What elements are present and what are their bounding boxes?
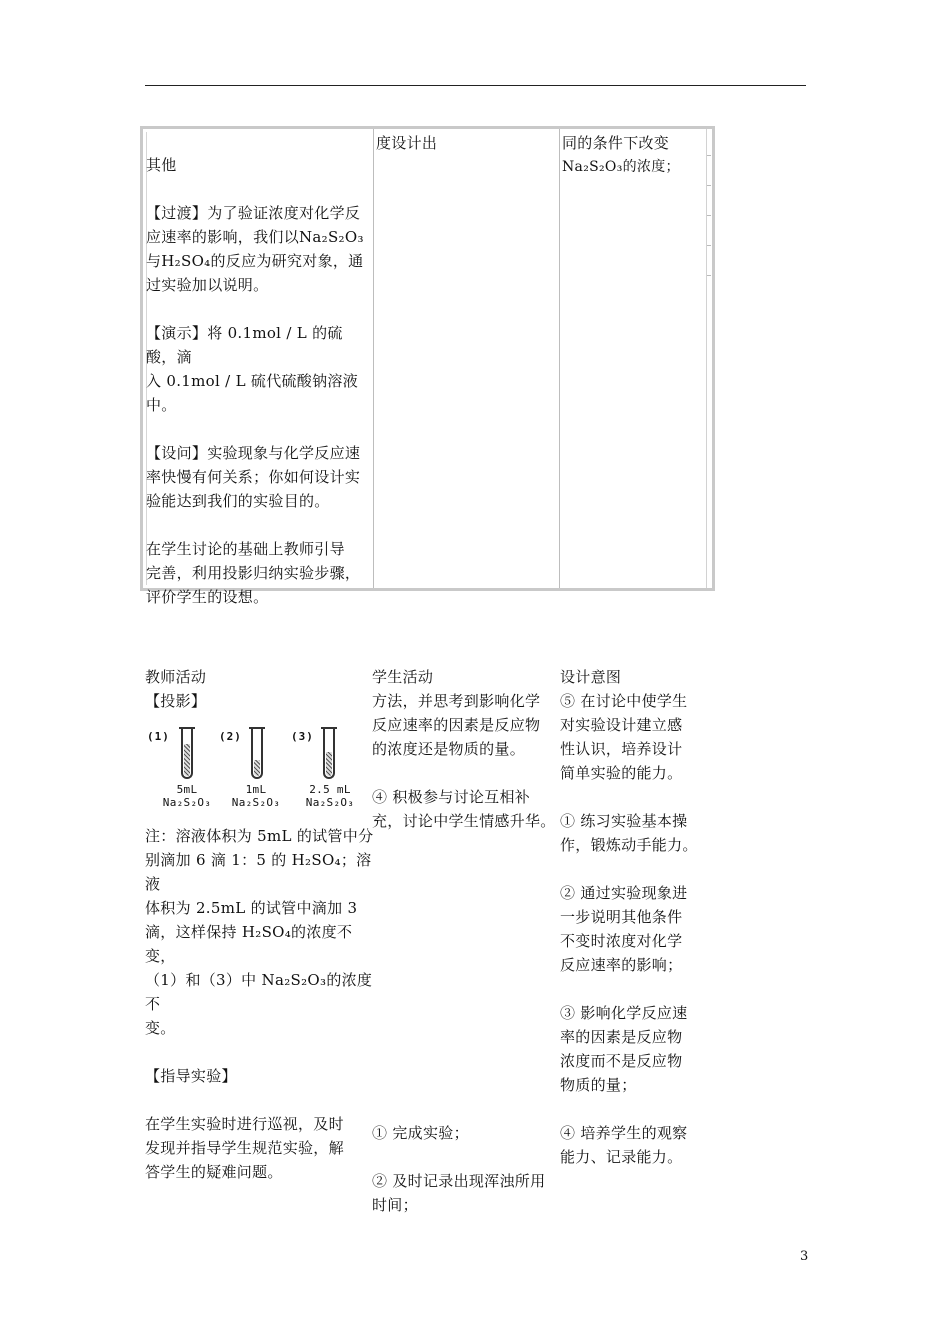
text-line: ⑤ 在讨论中使学生 bbox=[560, 692, 688, 710]
text-line: ④ 积极参与讨论互相补 bbox=[372, 788, 531, 806]
text-line: 对实验设计建立感 bbox=[560, 716, 683, 734]
text-line: 同的条件下改变 bbox=[562, 134, 670, 152]
tube-formula: Na₂S₂O₃ bbox=[231, 796, 281, 809]
text-line: 滴，这样保持 H₂SO₄的浓度不变， bbox=[145, 923, 353, 965]
text-line: 【过渡】为了验证浓度对化学反 bbox=[146, 204, 361, 222]
table-right-edge bbox=[706, 129, 712, 588]
para-discussion bbox=[146, 537, 373, 609]
text-other: 其他 bbox=[146, 156, 177, 174]
page-number: 3 bbox=[800, 1249, 809, 1264]
text-line: 能力、记录能力。 bbox=[560, 1148, 683, 1166]
text-line: ② 通过实验现象进 bbox=[560, 884, 688, 902]
text-line: 注：溶液体积为 5mL 的试管中分 bbox=[145, 827, 374, 845]
tube-volume: 5mL bbox=[176, 783, 198, 796]
text-line: 的浓度还是物质的量。 bbox=[372, 740, 526, 758]
text-line: 应速率的影响，我们以Na₂S₂O₃ bbox=[146, 228, 364, 246]
upper-col-student bbox=[374, 129, 560, 588]
upper-table bbox=[140, 126, 715, 606]
text-line: 答学生的疑难问题。 bbox=[145, 1163, 283, 1181]
text-line: 率的因素是反应物 bbox=[560, 1028, 683, 1046]
student-activity-column bbox=[372, 665, 560, 1241]
para-student-2 bbox=[372, 785, 560, 833]
text-guide-experiment: 【指导实验】 bbox=[145, 1067, 237, 1085]
text-line: 物质的量； bbox=[560, 1076, 637, 1094]
header-student: 学生活动 bbox=[372, 668, 434, 686]
para-question bbox=[146, 441, 373, 513]
text-line: 率快慢有何关系；你如何设计实 bbox=[146, 468, 361, 486]
tube-number: (2) bbox=[219, 730, 242, 743]
text-line: Na₂S₂O₃的浓度； bbox=[562, 159, 680, 175]
text-line: 一步说明其他条件 bbox=[560, 908, 683, 926]
para-student-4 bbox=[372, 1169, 560, 1217]
upper-col-teacher bbox=[143, 129, 374, 606]
text-line: 与H₂SO₄的反应为研究对象，通 bbox=[146, 252, 364, 270]
text-line: 验能达到我们的实验目的。 bbox=[146, 492, 330, 510]
para-transition bbox=[146, 201, 373, 297]
text-line: 性认识，培养设计 bbox=[560, 740, 683, 758]
tube-number: (3) bbox=[291, 730, 314, 743]
text-line: 评价学生的设想。 bbox=[146, 588, 269, 606]
para-intent-4 bbox=[560, 1001, 710, 1097]
tube-volume: 2.5 mL bbox=[309, 783, 351, 796]
text-line: 别滴加 6 滴 1：5 的 H₂SO₄；溶液 bbox=[145, 851, 372, 893]
para-note bbox=[145, 824, 375, 1040]
header-intent: 设计意图 bbox=[560, 668, 622, 686]
text-line: 中。 bbox=[146, 396, 177, 414]
text-line: 时间； bbox=[372, 1196, 418, 1214]
text-line: 简单实验的能力。 bbox=[560, 764, 683, 782]
text-line: 体积为 2.5mL 的试管中滴加 3 bbox=[145, 899, 358, 917]
text-projection: 【投影】 bbox=[145, 692, 207, 710]
tube-formula: Na₂S₂O₃ bbox=[305, 796, 355, 809]
text-line: ① 练习实验基本操 bbox=[560, 812, 688, 830]
para-patrol bbox=[145, 1112, 375, 1184]
tube-formula: Na₂S₂O₃ bbox=[162, 796, 212, 809]
para-demo bbox=[146, 321, 373, 417]
header-teacher: 教师活动 bbox=[145, 668, 207, 686]
text-line: 在学生实验时进行巡视，及时 bbox=[145, 1115, 344, 1133]
text-complete-experiment: ① 完成实验； bbox=[372, 1124, 469, 1142]
tube-number: (1) bbox=[147, 730, 170, 743]
text-line: 【演示】将 0.1mol / L 的硫酸，滴 bbox=[146, 324, 343, 366]
text-line: 充，讨论中学生情感升华。 bbox=[372, 812, 556, 830]
text-line: 不变时浓度对化学 bbox=[560, 932, 683, 950]
para-student-1 bbox=[372, 689, 560, 761]
text-line: 浓度而不是反应物 bbox=[560, 1052, 683, 1070]
design-intent-column bbox=[560, 665, 710, 1193]
text-line: 变。 bbox=[145, 1019, 176, 1037]
para-intent-1 bbox=[560, 689, 710, 785]
text-line: 发现并指导学生规范实验，解 bbox=[145, 1139, 344, 1157]
test-tube-figure bbox=[145, 721, 375, 836]
para-intent-2 bbox=[560, 809, 710, 857]
text-design-out: 度设计出 bbox=[376, 134, 438, 152]
text-line: 【设问】实验现象与化学反应速 bbox=[146, 444, 361, 462]
text-line: 过实验加以说明。 bbox=[146, 276, 269, 294]
text-line: 在学生讨论的基础上教师引导 bbox=[146, 540, 345, 558]
text-line: ② 及时记录出现浑浊所用 bbox=[372, 1172, 546, 1190]
tube-volume: 1mL bbox=[245, 783, 267, 796]
text-line: ③ 影响化学反应速 bbox=[560, 1004, 688, 1022]
text-line: （1）和（3）中 Na₂S₂O₃的浓度不 bbox=[145, 971, 373, 1013]
upper-col-intent bbox=[560, 129, 710, 588]
text-line: 完善，利用投影归纳实验步骤， bbox=[146, 564, 361, 582]
text-line: 方法，并思考到影响化学 bbox=[372, 692, 541, 710]
text-line: 反应速率的因素是反应物 bbox=[372, 716, 541, 734]
header-rule bbox=[145, 85, 806, 86]
text-line: 反应速率的影响； bbox=[560, 956, 683, 974]
para-intent-5 bbox=[560, 1121, 710, 1169]
teacher-activity-column bbox=[145, 665, 375, 1208]
para-intent-3 bbox=[560, 881, 710, 977]
text-line: ④ 培养学生的观察 bbox=[560, 1124, 688, 1142]
text-line: 入 0.1mol / L 硫代硫酸钠溶液 bbox=[146, 372, 358, 390]
text-line: 作，锻炼动手能力。 bbox=[560, 836, 698, 854]
